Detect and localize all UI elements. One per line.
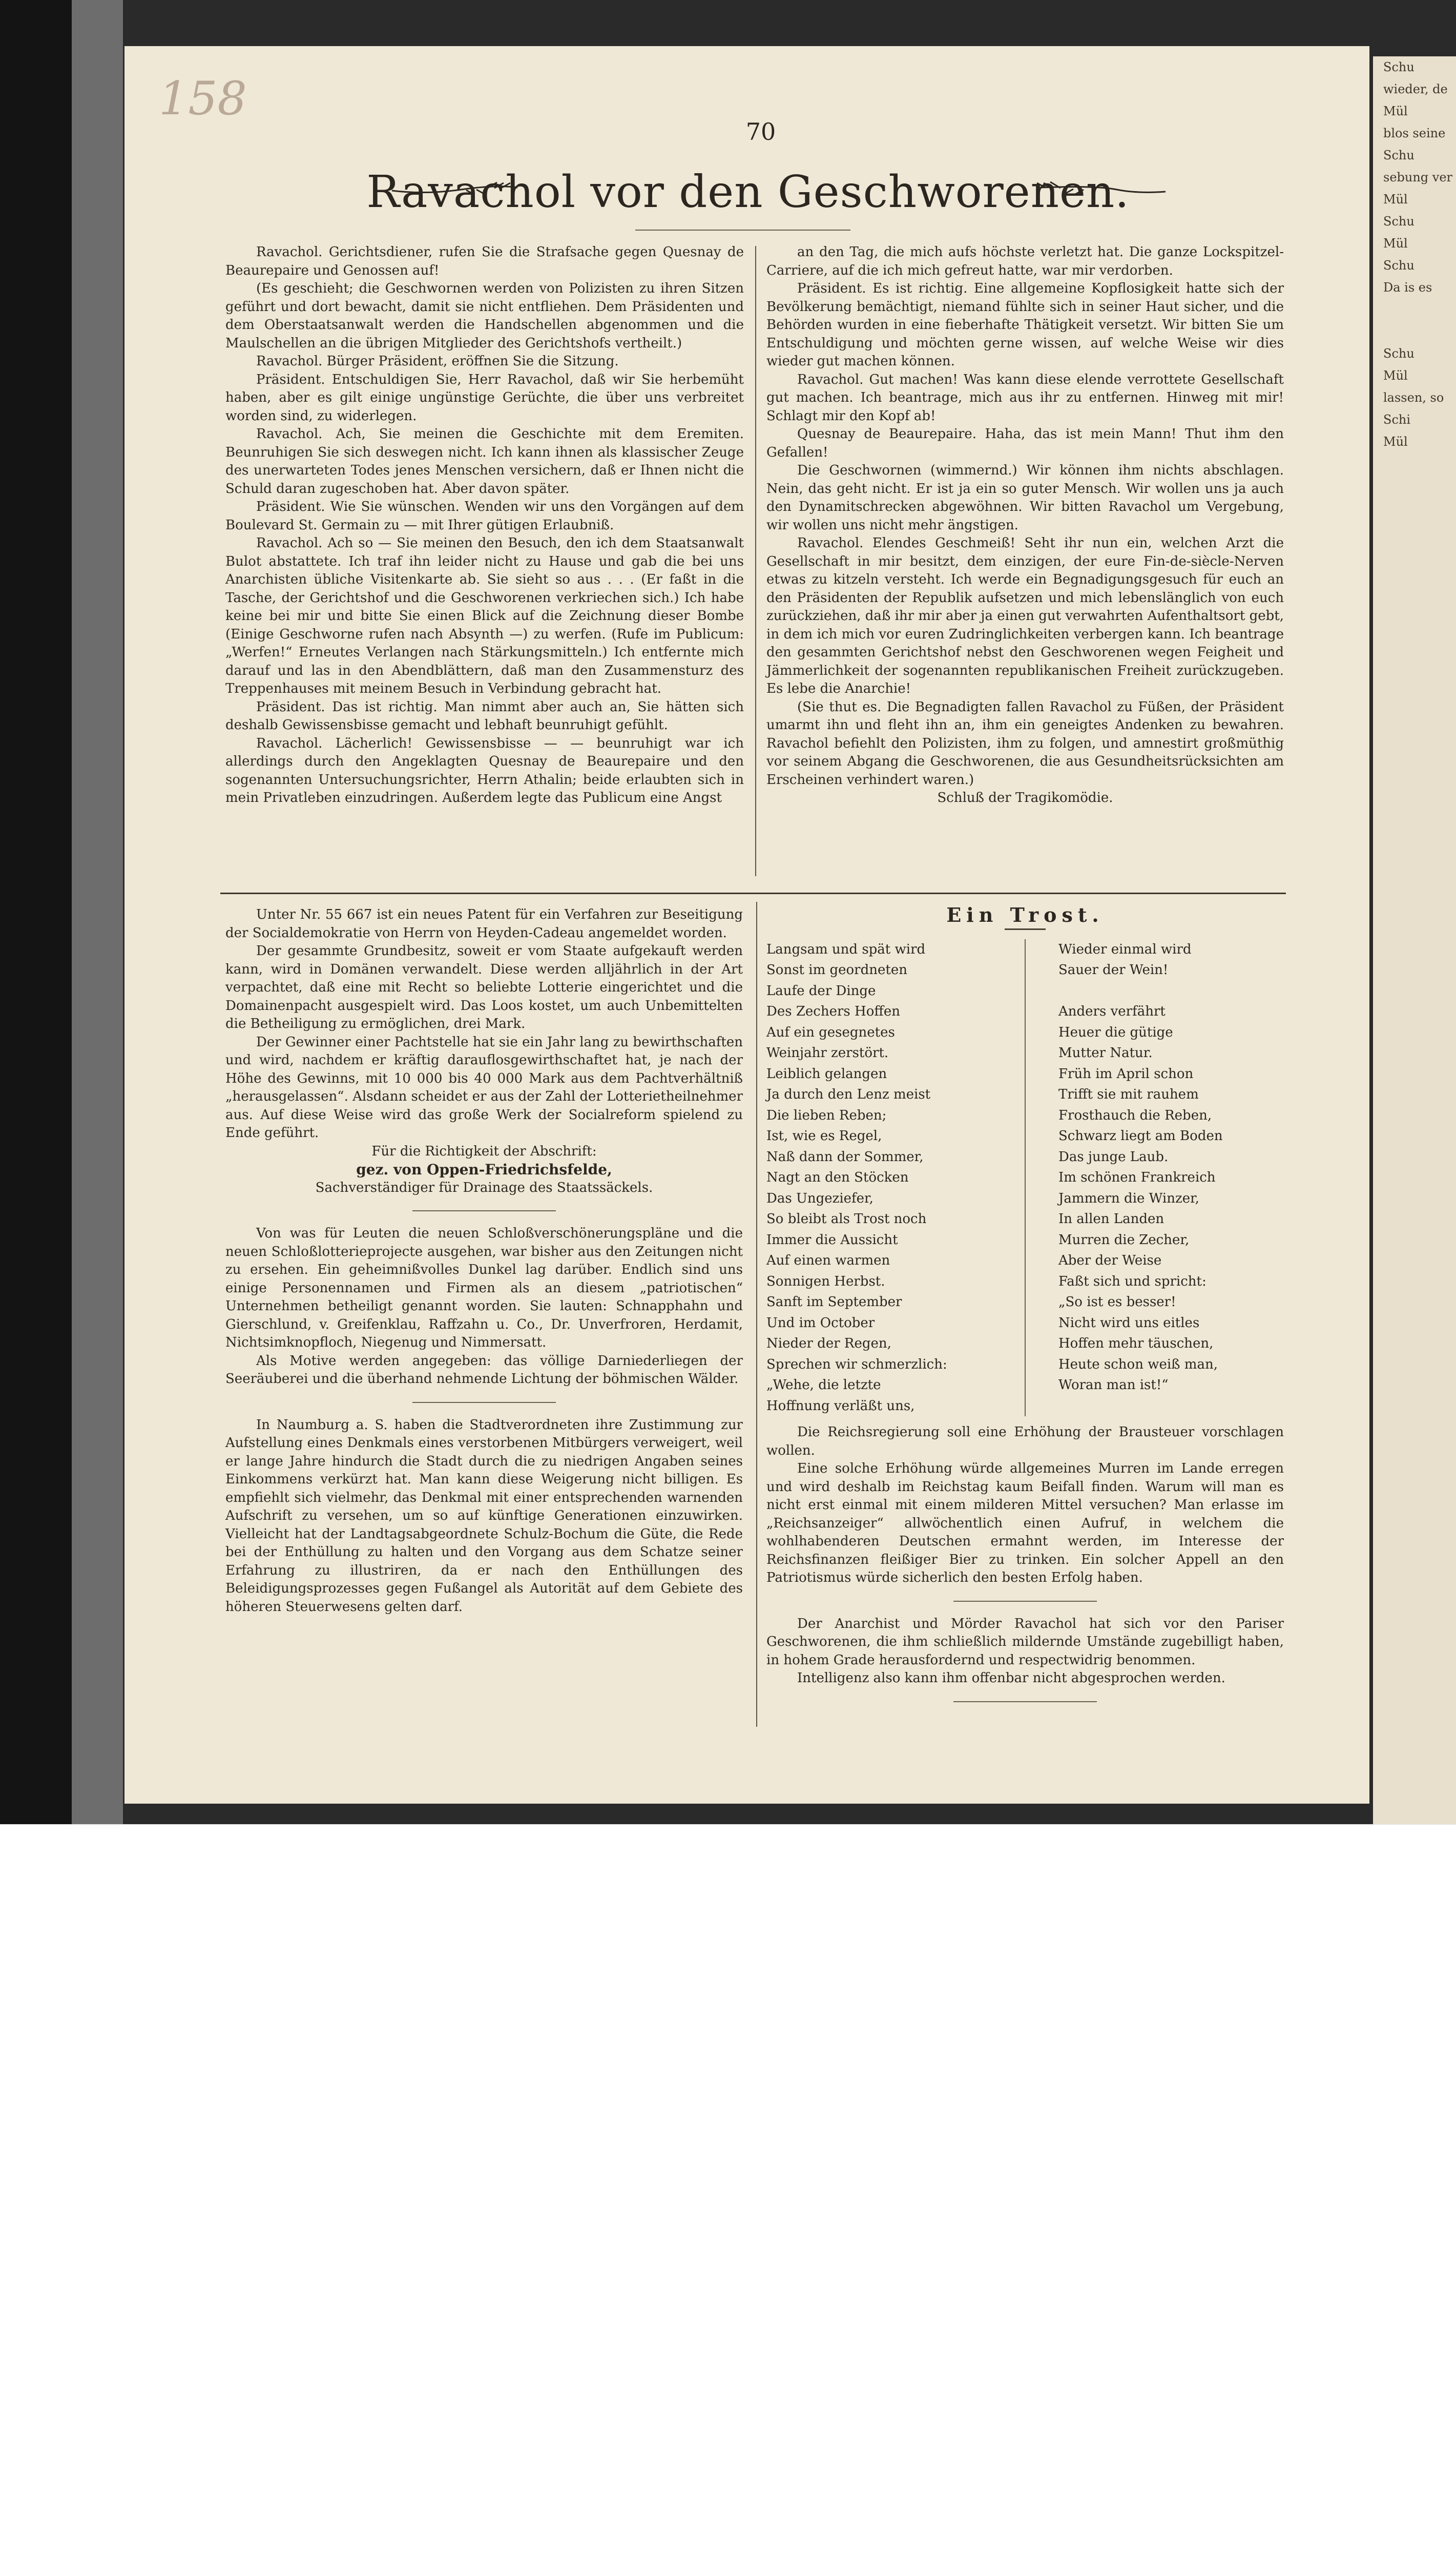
paragraph: (Sie thut es. Die Begnadigten fallen Ravachol zu Füßen, der Präsident umarmt ihn und fleht ihn an, ihm ein geneigtes Andenken zu bewahren. Ravachol befiehlt den Polizisten, ihm zu folgen, und amnestirt großmüthig vor seinem Abgang die Geschworenen, die aus Gesundheitsrücksichten am Erscheinen verhindert waren.) [766, 699, 1284, 788]
poem-line: Wieder einmal wird [1058, 941, 1192, 957]
poem-line: Laufe der Dinge [766, 983, 876, 999]
poem-line [1058, 981, 1284, 1002]
column-divider [756, 902, 757, 1727]
poem-line: Sonnigen Herbst. [766, 1273, 885, 1289]
adjacent-page-fragment: sebung ver [1383, 170, 1453, 184]
adjacent-page-fragment: Schu [1383, 60, 1415, 74]
poem-line: In allen Landen [1058, 1211, 1164, 1227]
poem-line: Auf ein gesegnetes [766, 1024, 895, 1040]
poem-line: So bleibt als Trost noch [766, 1211, 927, 1227]
adjacent-page-edge [1373, 56, 1456, 1824]
pencil-note: 158 [159, 72, 247, 126]
brausteuer-article [766, 1423, 1284, 1587]
paragraph: Quesnay de Beaurepaire. Haha, das ist mein Mann! Thut ihm den Gefallen! [766, 426, 1284, 460]
adjacent-page-fragment [1373, 299, 1456, 321]
poem-line: Murren die Zecher, [1058, 1232, 1190, 1248]
poem-line: „Wehe, die letzte [766, 1377, 881, 1393]
paragraph: (Es geschieht; die Geschwornen werden von Polizisten zu ihren Sitzen geführt und dort bewacht, damit sie nicht entfliehen. Dem Präsidenten und dem Oberstaatsanwalt werden die Handschellen abgenommen und die Maulschellen an die übrigen Mitglieder des Gerichtshofs vertheilt.) [225, 281, 744, 351]
poem-line: Schwarz liegt am Boden [1058, 1128, 1223, 1144]
poem-line: Auf einen warmen [766, 1253, 890, 1268]
adjacent-page-fragment: Schu [1383, 214, 1415, 229]
paragraph: In Naumburg a. S. haben die Stadtverordneten ihre Zustimmung zur Aufstellung eines Denkmals eines verstorbenen Mitbürgers verweigert, weil er lange Jahre hindurch die Stadt durch die zu niedrigen Angaben seines Einkommens verkürzt hat. Man kann diese Weigerung nicht billigen. Es empfiehlt sich vielmehr, das Denkmal mit einer entsprechenden warnenden Aufschrift zu versehen, um so auf künftige Generationen einzuwirken. Vielleicht hat der Landtagsabgeordnete Schulz-Bochum die Güte, die Rede bei der Enthüllung zu halten und den Vorgang aus dem Schatze seiner Erfahrung zu illustriren, da er nach den Enthüllungen des Beleidigungsprozesses gegen Fußangel als Autorität auf dem Gebiete des höheren Steuerwesens gelten darf. [225, 1417, 743, 1615]
column-divider [755, 246, 756, 876]
article-divider [953, 1601, 1097, 1602]
viewer-footer [0, 1824, 1456, 1925]
poem-line: Aber der Weise [1058, 1253, 1162, 1268]
adjacent-page-fragment: Schu [1383, 258, 1415, 273]
paragraph: Ravachol. Ach so — Sie meinen den Besuch, den ich dem Staatsanwalt Bulot abstattete. Ich traf ihn leider nicht zu Hause und gab die bei uns Anarchisten übliche Visitenkarte ab. Sie sieht so aus . . . (Er faßt in die Tasche, der Gerichtshof und die Geschworenen verkriechen sich.) Ich habe keine bei mir und bitte Sie einen Blick auf die Zeichnung dieser Bombe (Einige Geschworne rufen nach Absynth —) zu werfen. (Rufe im Publicum: „Werfen!“ Erneutes Verlangen nach Stärkungsmitteln.) Ich entfernte mich darauf und las in den Abendblättern, daß man den Zusammensturz des Treppenhauses mit meinem Besuch in Verbindung gebracht hat. [225, 535, 744, 696]
schloss-article [225, 1225, 743, 1389]
paragraph: Eine solche Erhöhung würde allgemeines Murren im Lande erregen und wird deshalb im Reichstag kaum Beifall finden. Warum will man es nicht erst einmal mit einem milderen Mittel versuchen? Man erlasse im „Reichsanzeiger“ allwöchentlich einen Aufruf, in welchem die wohlhabenderen Deutschen ermahnt werden, im Interesse der Reichsfinanzen fleißiger Bier zu trinken. Ein solcher Appell an den Patriotismus würde sicherlich den besten Erfolg haben. [766, 1461, 1284, 1585]
adjacent-page-fragment: lassen, so [1383, 390, 1444, 405]
poem-line: Naß dann der Sommer, [766, 1149, 924, 1165]
poem-line: Langsam und spät wird [766, 941, 926, 957]
poem-line: Mutter Natur. [1058, 1045, 1153, 1061]
poem-line: Heute schon weiß man, [1058, 1356, 1218, 1372]
title-divider [635, 230, 850, 231]
naumburg-article [225, 1416, 743, 1617]
adjacent-page-fragment: Schi [1383, 412, 1411, 427]
poem-line: Faßt sich und spricht: [1058, 1273, 1207, 1289]
poem [766, 939, 1284, 1417]
paragraph: Unter Nr. 55 667 ist ein neues Patent für ein Verfahren zur Beseitigung der Socialdemokratie von Herrn von Heyden-Cadeau angemeldet worden. [225, 907, 743, 941]
paragraph: Die Reichsregierung soll eine Erhöhung der Brausteuer vorschlagen wollen. [766, 1424, 1284, 1458]
paragraph: Ravachol. Elendes Geschmeiß! Seht ihr nun ein, welchen Arzt die Gesellschaft in mir besitzt, dem einzigen, der eure Fin-de-siècle-Nerven etwas zu kitzeln versteht. Ich werde ein Begnadigungsgesuch für euch an den Präsidenten der Republik aufsetzen und mich lebenslänglich von euch zurückziehen, daß ihr mir aber ja einen gut verwahrten Aufenthaltsort gebt, in dem ich mich vor euren Zudringlichkeiten verbergen kann. Ich beantrage den gesammten Gerichtshof nebst den Geschworenen wegen Feigheit und Jämmerlichkeit der sogenannten republikanischen Freiheit zurückzugeben. Es lebe die Anarchie! [766, 535, 1284, 696]
article1-right-column [766, 243, 1284, 808]
adjacent-page-fragment: Mül [1383, 236, 1408, 251]
patent-article [225, 906, 743, 1143]
page-number: 70 [745, 118, 776, 146]
lower-right-column [766, 903, 1284, 1716]
poem-line: Sauer der Wein! [1058, 962, 1169, 978]
paragraph: Der Anarchist und Mörder Ravachol hat sich vor den Pariser Geschworenen, die ihm schließlich mildernde Umstände zugebilligt haben, in hohem Grade herausfordernd und respectwidrig benommen. [766, 1616, 1284, 1668]
poem-line: Und im October [766, 1315, 875, 1331]
adjacent-page-fragment: wieder, de [1383, 82, 1448, 96]
adjacent-page-fragment: Schu [1383, 346, 1415, 361]
poem-line: Woran man ist!“ [1058, 1377, 1169, 1393]
paragraph: Die Geschwornen (wimmernd.) Wir können ihm nichts abschlagen. Nein, das geht nicht. Er ist ja ein so guter Mensch. Wir wollen uns ja auch den Dynamitschrecken abgewöhnen. Wir bitten Ravachol um Vergebung, wir wollen uns nicht mehr ängstigen. [766, 463, 1284, 533]
article-divider [412, 1210, 556, 1211]
paragraph: Der gesammte Grundbesitz, soweit er vom Staate aufgekauft werden kann, wird in Domänen verwandelt. Diese werden alljährlich in der Art verpachtet, daß eine mit Recht so beliebte Lotterie eingerichtet und die Domainenpacht ausgespielt wird. Das Loos kostet, um auch Unbemittelten die Betheiligung zu ermöglichen, drei Mark. [225, 943, 743, 1031]
paragraph: Präsident. Entschuldigen Sie, Herr Ravachol, daß wir Sie herbemüht haben, aber es gilt einige ungünstige Gerüchte, die über uns verbreitet worden sind, zu widerlegen. [225, 371, 744, 424]
article-divider [953, 1701, 1097, 1702]
adjacent-page-fragment: Mül [1383, 368, 1408, 383]
poem-line: Ist, wie es Regel, [766, 1128, 882, 1144]
right-title-ornament-icon [1035, 180, 1168, 199]
page-edge-strip [72, 0, 123, 1824]
paragraph: Ravachol. Ach, Sie meinen die Geschichte mit dem Eremiten. Beunruhigen Sie sich deswegen nicht. Ich kann ihnen als klassischer Zeuge des unerwarteten Todes jenes Menschen versichern, daß er Ihnen nicht die Schuld daran zugeschoben hat. Aber davon später. [225, 426, 744, 497]
poem-right-column [1058, 939, 1284, 1417]
anarchist-article [766, 1615, 1284, 1688]
paragraph: Ravachol. Lächerlich! Gewissensbisse — — beunruhigt war ich allerdings durch den Angeklagten Quesnay de Beaurepaire und den sogenannten Untersuchungsrichter, Herrn Athalin; beide erlaubten sich in mein Privatleben einzudringen. Außerdem legte das Publicum eine Angst [225, 735, 744, 805]
article-divider [412, 1402, 556, 1403]
paragraph: Von was für Leuten die neuen Schloßverschönerungspläne und die neuen Schloßlotterieprojecte ausgehen, war bisher aus den Zeitungen nicht zu ersehen. Ein geheimnißvolles Dunkel lag darüber. Endlich sind uns einige Personennamen und Firmen als an diesem „patriotischen“ Unternehmen betheiligt genannt worden. Sie lauten: Schnapphahn und Gierschlund, v. Greifenklau, Raffzahn u. Co., Dr. Unverfroren, Herdamit, Nichtsimknopfloch, Niegenug und Nimmersatt. [225, 1226, 743, 1350]
paragraph: an den Tag, die mich aufs höchste verletzt hat. Die ganze Lockspitzel-Carriere, auf die ich mich gefreut hatte, war mir verdorben. [766, 244, 1284, 278]
poem-line: Leiblich gelangen [766, 1066, 887, 1082]
book-spine-edge [0, 0, 72, 1824]
adjacent-page-fragment: Mül [1383, 192, 1408, 206]
poem-line: Jammern die Winzer, [1058, 1190, 1199, 1206]
patent-attest: Für die Richtigkeit der Abschrift: [371, 1143, 597, 1159]
poem-line: „So ist es besser! [1058, 1294, 1176, 1310]
article1-left-column [225, 243, 744, 808]
poem-line: Hoffnung verläßt uns, [766, 1398, 915, 1414]
paragraph: Ravachol. Gut machen! Was kann diese elende verrottete Gesellschaft gut machen. Ich beantrage, mich aus ihr zu entfernen. Hinweg mit mir! Schlagt mir den Kopf ab! [766, 371, 1284, 424]
article-headline: Ravachol vor den Geschworenen. [366, 167, 1130, 218]
poem-line: Sonst im geordneten [766, 962, 907, 978]
paragraph: Als Motive werden angegeben: das völlige Darniederliegen der Seeräuberei und die überhand nehmende Lichtung der böhmischen Wälder. [225, 1353, 743, 1387]
poem-line: Weinjahr zerstört. [766, 1045, 889, 1061]
poem-line: Immer die Aussicht [766, 1232, 898, 1248]
paragraph: Ravachol. Bürger Präsident, eröffnen Sie die Sitzung. [256, 354, 619, 369]
poem-line: Die lieben Reben; [766, 1107, 887, 1123]
paragraph: Der Gewinner einer Pachtstelle hat sie ein Jahr lang zu bewirthschaften und wird, nachdem er kräftig darauflosgewirthschaftet hat, je nach der Höhe des Gewinns, mit 10 000 bis 40 000 Mark aus dem Pachtverhältniß „herausgelassen“. Alsdann scheidet er aus der Zahl der Lotterietheilnehmer aus. Auf diese Weise wird das große Werk der Socialreform spielend zu Ende geführt. [225, 1034, 743, 1141]
poem-line: Früh im April schon [1058, 1066, 1194, 1082]
poem-line: Das Ungeziefer, [766, 1190, 873, 1206]
paragraph: Intelligenz also kann ihm offenbar nicht abgesprochen werden. [797, 1670, 1225, 1686]
poem-divider [1025, 939, 1026, 1417]
lower-left-column [225, 906, 743, 1616]
poem-line: Anders verfährt [1058, 1004, 1166, 1019]
adjacent-page-fragment: Mül [1383, 435, 1408, 449]
paragraph: Ravachol. Gerichtsdiener, rufen Sie die Strafsache gegen Quesnay de Beaurepaire und Genossen auf! [225, 244, 744, 278]
poem-left-column [766, 939, 992, 1417]
paragraph: Präsident. Es ist richtig. Eine allgemeine Kopflosigkeit hatte sich der Bevölkerung bemächtigt, niemand fühlte sich in seiner Haut sicher, und die Behörden wurden in eine fieberhafte Thätigkeit versetzt. Wir bitten Sie um Entschuldigung und möchten gerne wissen, auf welche Weise wir dies wieder gut machen können. [766, 281, 1284, 369]
poem-line: Ja durch den Lenz meist [766, 1087, 931, 1102]
article-closing: Schluß der Tragikomödie. [937, 790, 1113, 805]
adjacent-page-fragment: blos seine [1383, 126, 1446, 140]
paragraph: Präsident. Das ist richtig. Man nimmt aber auch an, Sie hätten sich deshalb Gewissensbisse gemacht und lebhaft beunruhigt gefühlt. [225, 699, 744, 733]
adjacent-page-fragment [1373, 321, 1456, 343]
poem-line: Nagt an den Stöcken [766, 1170, 909, 1185]
adjacent-page-fragment: Mül [1383, 104, 1408, 118]
poem-line: Des Zechers Hoffen [766, 1004, 900, 1019]
poem-line: Sprechen wir schmerzlich: [766, 1356, 947, 1372]
poem-line: Hoffen mehr täuschen, [1058, 1336, 1214, 1351]
poem-line: Frosthauch die Reben, [1058, 1107, 1212, 1123]
poem-line: Sanft im September [766, 1294, 902, 1310]
poem-line: Trifft sie mit rauhem [1058, 1087, 1199, 1102]
poem-title: Ein Trost. [946, 903, 1104, 926]
adjacent-page-fragment: Schu [1383, 148, 1415, 162]
paragraph: Präsident. Wie Sie wünschen. Wenden wir uns den Vorgängen auf dem Boulevard St. Germain zu — mit Ihrer gütigen Erlaubniß. [225, 499, 744, 533]
poem-line: Heuer die gütige [1058, 1024, 1173, 1040]
poem-line: Nieder der Regen, [766, 1336, 891, 1351]
poem-line: Im schönen Frankreich [1058, 1170, 1216, 1185]
section-divider [220, 893, 1286, 894]
poem-line: Nicht wird uns eitles [1058, 1315, 1200, 1331]
patent-signature: gez. von Oppen-Friedrichsfelde, [356, 1161, 612, 1178]
adjacent-page-fragment: Da is es [1383, 280, 1432, 295]
poem-line: Das junge Laub. [1058, 1149, 1169, 1165]
patent-signature-role: Sachverständiger für Drainage des Staatssäckels. [315, 1180, 653, 1195]
poem-title-ornament-icon [1005, 928, 1046, 930]
